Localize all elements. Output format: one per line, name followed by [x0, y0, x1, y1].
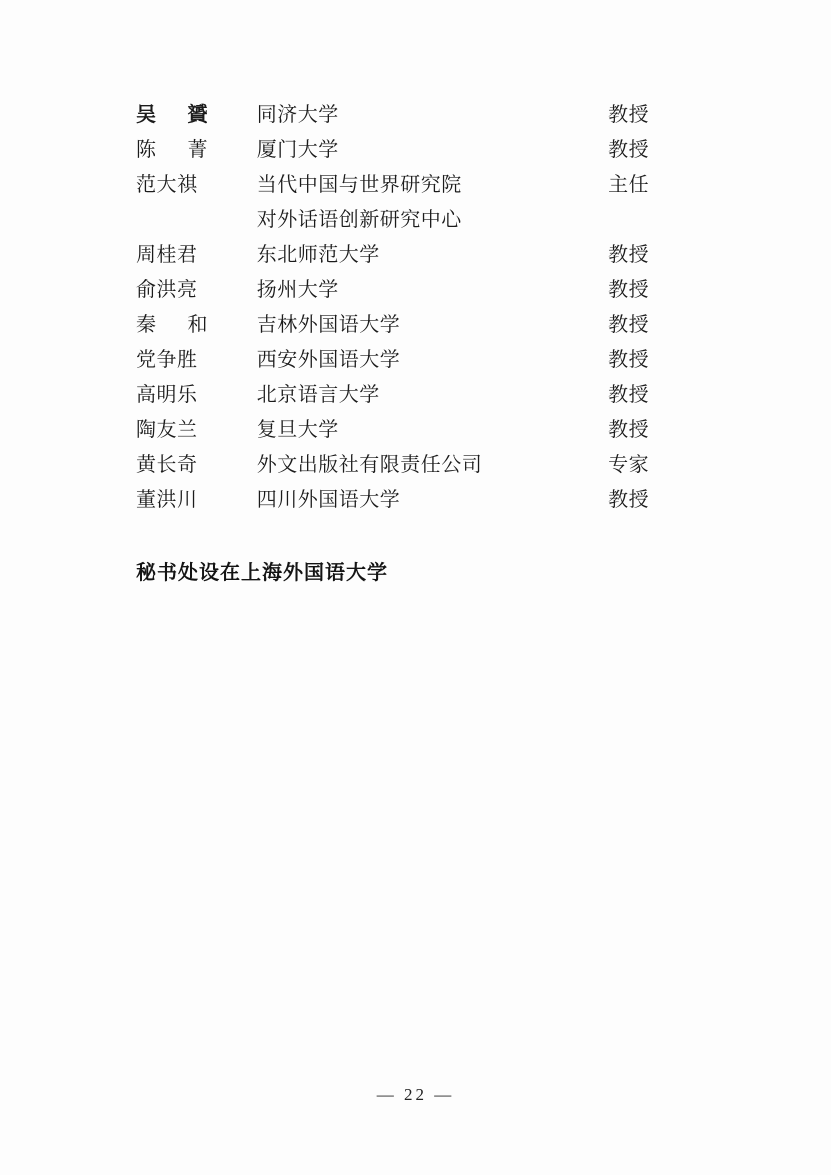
member-affiliation-line2: 对外话语创新研究中心 [256, 209, 462, 231]
member-affiliation: 厦门大学 [256, 139, 339, 161]
member-affiliation: 东北师范大学 [256, 244, 380, 266]
member-name: 周桂君 [136, 244, 198, 266]
table-row [136, 308, 696, 343]
member-affiliation: 外文出版社有限责任公司 [256, 454, 483, 476]
member-title: 主任 [608, 174, 650, 196]
member-name: 党争胜 [136, 349, 198, 371]
member-title: 教授 [608, 139, 650, 161]
member-name: 吴 贇 [136, 104, 208, 126]
table-row [136, 483, 696, 518]
member-name: 陈 菁 [136, 139, 208, 161]
member-title: 教授 [608, 104, 650, 126]
table-row-continuation [136, 203, 696, 238]
member-name: 高明乐 [136, 384, 198, 406]
member-title-empty [608, 203, 696, 238]
member-name: 陶友兰 [136, 419, 198, 441]
member-title: 教授 [608, 314, 650, 336]
member-name: 俞洪亮 [136, 279, 198, 301]
member-affiliation: 同济大学 [256, 104, 339, 126]
table-row [136, 343, 696, 378]
member-affiliation: 吉林外国语大学 [256, 314, 401, 336]
member-title: 教授 [608, 384, 650, 406]
member-affiliation: 扬州大学 [256, 279, 339, 301]
table-row [136, 273, 696, 308]
member-title: 教授 [608, 419, 650, 441]
member-title: 教授 [608, 244, 650, 266]
table-row [136, 413, 696, 448]
member-affiliation: 复旦大学 [256, 419, 339, 441]
secretariat-note: 秘书处设在上海外国语大学 [136, 562, 388, 584]
roster-section [136, 98, 696, 518]
member-title: 教授 [608, 349, 650, 371]
table-row [136, 168, 696, 203]
table-row [136, 448, 696, 483]
member-name: 董洪川 [136, 489, 198, 511]
member-name: 范大祺 [136, 174, 198, 196]
member-name: 秦 和 [136, 314, 208, 336]
member-affiliation: 四川外国语大学 [256, 489, 401, 511]
member-title: 教授 [608, 279, 650, 301]
table-row [136, 133, 696, 168]
roster-table [136, 98, 696, 518]
member-affiliation: 西安外国语大学 [256, 349, 401, 371]
member-affiliation: 当代中国与世界研究院 [256, 174, 462, 196]
member-name: 黄长奇 [136, 454, 198, 476]
member-name-empty [136, 203, 257, 238]
member-affiliation: 北京语言大学 [256, 384, 380, 406]
member-title: 专家 [608, 454, 650, 476]
table-row [136, 378, 696, 413]
member-title: 教授 [608, 489, 650, 511]
page-number: — 22 — [376, 1085, 455, 1104]
table-row [136, 238, 696, 273]
table-row [136, 98, 696, 133]
